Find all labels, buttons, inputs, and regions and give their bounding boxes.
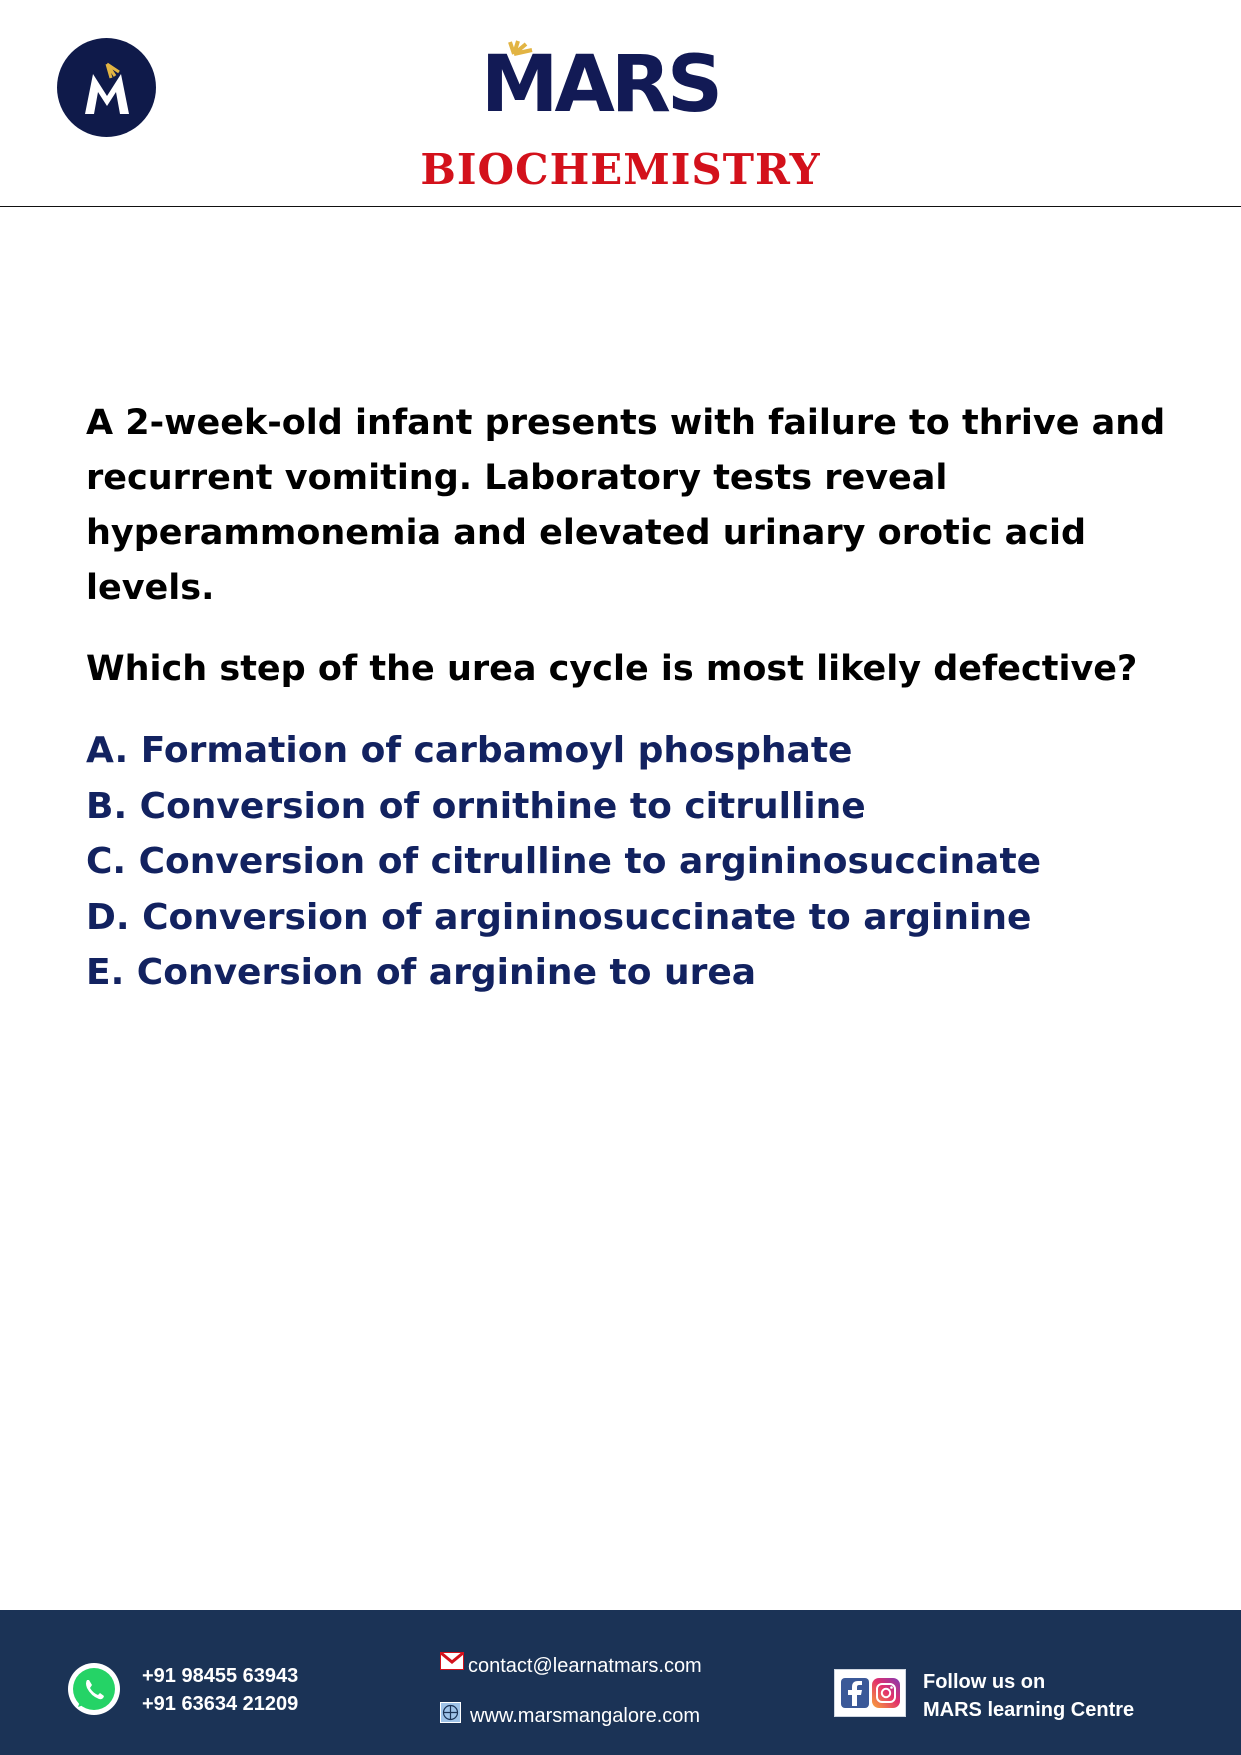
option-b[interactable]: B. Conversion of ornithine to citrulline [86, 785, 866, 827]
mars-round-logo [57, 38, 156, 137]
globe-icon [440, 1702, 461, 1723]
question-stem: A 2-week-old infant presents with failure to thrive and recurrent vomiting. Laboratory tests reveal hyperammonemia and elevated urinary orotic acid levels. [86, 403, 1166, 608]
email-link[interactable]: contact@learnatmars.com [468, 1655, 702, 1677]
instagram-icon[interactable] [872, 1678, 900, 1708]
question-prompt: Which step of the urea cycle is most likely defective? [86, 649, 1138, 689]
page-header [0, 0, 1241, 207]
brand-name: MARS [480, 40, 720, 130]
website-link[interactable]: www.marsmangalore.com [470, 1705, 701, 1727]
phone-number-2[interactable]: +91 63634 21209 [142, 1693, 299, 1715]
question-card [86, 396, 1166, 1001]
social-page-name[interactable]: MARS learning Centre [923, 1699, 1135, 1721]
phone-number-1[interactable]: +91 98455 63943 [142, 1665, 299, 1687]
option-a[interactable]: A. Formation of carbamoyl phosphate [86, 730, 853, 771]
social-icons [834, 1669, 906, 1717]
option-d[interactable]: D. Conversion of argininosuccinate to arginine [86, 896, 1032, 938]
follow-us-label: Follow us on [923, 1671, 1046, 1693]
answer-options [86, 723, 1166, 1001]
mail-icon [440, 1652, 464, 1670]
facebook-icon[interactable] [841, 1678, 869, 1708]
option-c[interactable]: C. Conversion of citrulline to argininosuccinate [86, 841, 1042, 882]
subject-title: BIOCHEMISTRY [420, 145, 821, 194]
option-e[interactable]: E. Conversion of arginine to urea [86, 952, 757, 993]
whatsapp-icon [68, 1663, 120, 1715]
mars-brand-logo [470, 40, 730, 130]
